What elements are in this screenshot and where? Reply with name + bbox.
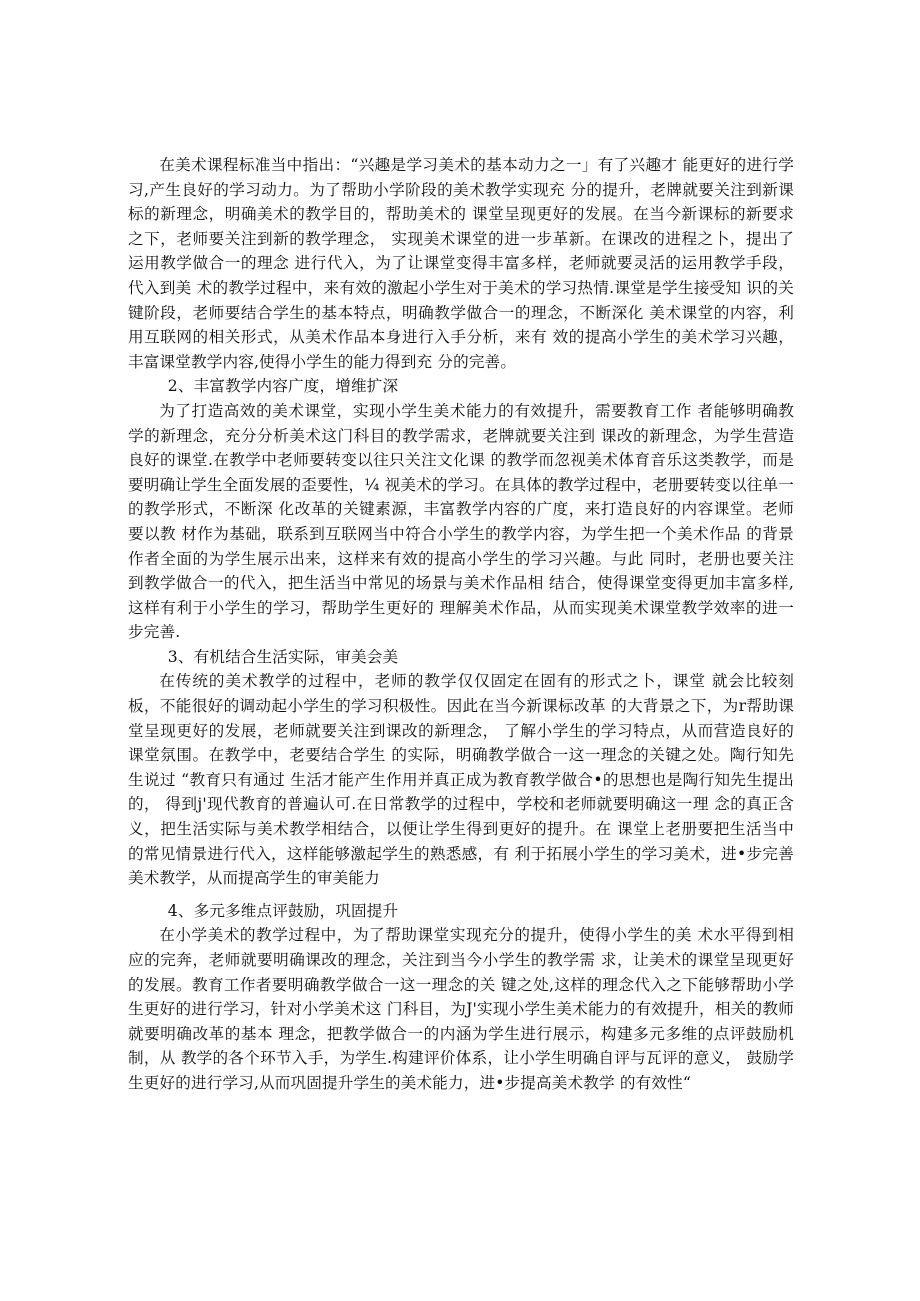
document-page [128,153,794,1096]
section-gap [128,891,794,899]
paragraph-intro: 在美术课程标准当中指出：“兴趣是学习美术的基本动力之一」有了兴趣才 能更好的进行学习,产生良好的学习动力。为了帮助小学阶段的美术教学实现充 分的提升，老牌就要关注到新课标的新理念，明确美术的教学目的，帮助美术的 课堂呈现更好的发展。在当今新课标的新要求之下，老师要关注到新的教学理念， 实现美术课堂的进一步革新。在课改的进程之卜，提出了运用教学做合一的理念 进行代入，为了让课堂变得丰富多样，老师就要灵活的运用教学手段，代入到美 术的教学过程中，来有效的激起小学生对于美术的学习热情.课堂是学生接受知 识的关键阶段，老师要结合学生的基本特点，明确教学做合一的理念，不断深化 美术课堂的内容，利用互联网的相关形式，从美术作品本身进行入手分析，来有 效的提高小学生的美术学习兴趣，丰富课堂教学内容,使得小学生的能力得到充 分的完善。 [128,156,794,371]
paragraph-section-3: 在传统的美术教学的过程中，老师的教学仅仅固定在固有的形式之卜，课堂 就会比较刻板，不能很好的调动起小学生的学习积极性。因此在当今新课标改革 的大背景之下，为r帮助课堂呈现更好的发展，老师就要关注到课改的新理念， 了解小学生的学习特点，从而营造良好的课堂氛围。在教学中，老要结合学生 的实际，明确教学做合一这一理念的关键之处。陶行知先生说过 “教育只有通过 生活才能产生作用并真正成为教育教学做合•的思想也是陶行知先生提出的， 得到j'现代教育的普遍认可.在日常教学的过程中，学校和老师就要明确这一理 念的真正含义，把生活实际与美术教学相结合，以便让学生得到更好的提升。在 课堂上老册要把生活当中的常见情景进行代入，这样能够激起学生的熟悉感，有 利于拓展小学生的学习美术，进•步完善美术教学，从而提高学生的审美能力 [128,672,794,888]
section-heading-3: 3、有机结合生活实际，审美会美 [167,647,399,666]
paragraph-section-2: 为了打造高效的美术课堂，实现小学生美术能力的有效提升，需要教育工作 者能够明确教学的新理念，充分分析美术这门科目的教学需求，老牌就要关注到 课改的新理念，为学生营造良好的课堂.在教学中老师要转变以往只关注文化课 的教学而忽视美术体育音乐这类教学，而是要明确让学生全面发展的歪要性，¼ 视美术的学习。在具体的教学过程中，老册要转变以往单一的教学形式，不断深 化改革的关键素源，丰富教学内容的广度，来打造良好的内容课堂。老师要以教 材作为基础，联系到互联网当中符合小学生的教学内容，为学生把一个美术作品 的背景作者全面的为学生展示出来，这样来有效的提高小学生的学习兴趣。与此 同时，老册也要关注到教学做合一的代入，把生活当中常见的场景与美术作品相 结合，使得课堂变得更加丰富多样,这样有利于小学生的学习，帮助学生更好的 理解美术作品，从而实现美术课堂教学效率的进一步完善. [128,401,794,642]
section-heading-2: 2、丰富教学内容广度，增维扩深 [167,377,399,396]
paragraph-section-4: 在小学美术的教学过程中，为了帮助课堂实现充分的提升，使得小学生的美 术水平得到相应的完奔，老师就要明确课改的理念，关注到当今小学生的教学需 求，让美术的课堂呈现更好的发展。教育工作者要明确教学做合一这一理念的关 键之处,这样的理念代入之下能够帮助小学生更好的进行学习，针对小学美术这 门科目，为J'实现小学生美术能力的有效提升，相关的教师就要明确改革的基本 理念，把教学做合一的内涵为学生进行展示，构建多元多维的点评鼓励机制，从 教学的各个环节入手，为学生.构建评价体系，让小学生明确自评与瓦评的意义， 鼓励学生更好的进行学习,从而巩固提升学生的美术能力，进•步提高美术教学 的有效性“ [128,926,794,1092]
section-heading-4: 4、多元多维点评鼓励，巩固提升 [167,901,399,920]
